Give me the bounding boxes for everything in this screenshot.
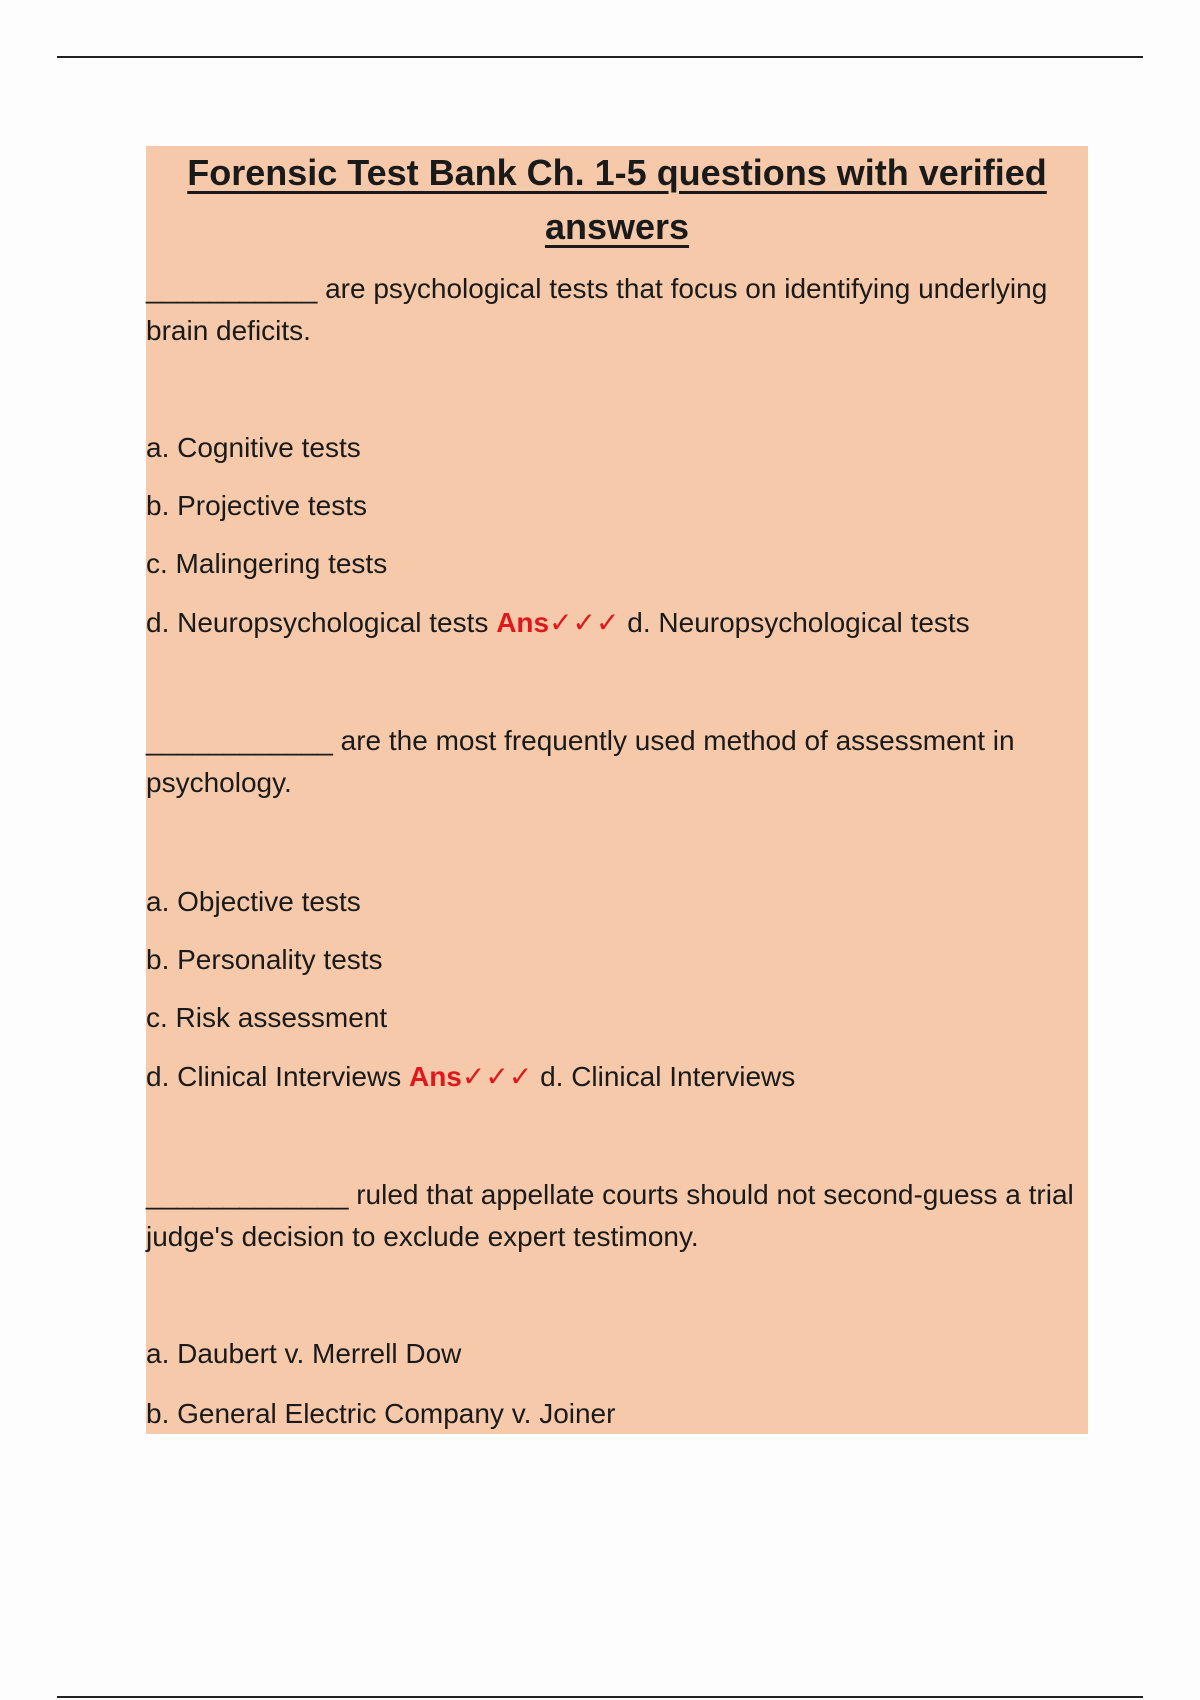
question-1-option-a: a. Cognitive tests [146,432,361,463]
question-1-option-d-with-answer [146,602,970,644]
question-1-option-b: b. Projective tests [146,490,367,521]
question-3-option-a: a. Daubert v. Merrell Dow [146,1338,462,1369]
question-1-answer: d. Neuropsychological tests [627,607,970,638]
document-title: Forensic Test Bank Ch. 1-5 questions with verified answers [187,152,1047,247]
question-2-option-d-with-answer [146,1056,795,1098]
answer-label: Ans [408,1061,462,1092]
question-3-option-b: b. General Electric Company v. Joiner [146,1398,616,1429]
answer-check-icon: ✓✓✓ [549,607,620,638]
answer-label: Ans [496,607,550,638]
question-2-answer: d. Clinical Interviews [540,1061,796,1092]
answer-check-icon: ✓✓✓ [461,1061,533,1092]
question-2-option-d: d. Clinical Interviews [146,1061,402,1092]
header-rule [57,56,1143,58]
question-3-stem: _____________ ruled that appellate courts should not second-guess a trial judge's decision to exclude expert testimony. [146,1179,1074,1252]
question-1-option-c: c. Malingering tests [146,548,388,579]
question-2-option-a: a. Objective tests [146,886,361,917]
question-2-option-c: c. Risk assessment [146,1002,388,1033]
footer-rule [57,1696,1143,1698]
question-1-option-d: d. Neuropsychological tests [146,607,489,638]
question-2-option-b: b. Personality tests [146,944,383,975]
question-1-stem: ___________ are psychological tests that focus on identifying underlying brain deficits. [146,273,1048,346]
question-2-stem: ____________ are the most frequently used method of assessment in psychology. [146,725,1015,798]
